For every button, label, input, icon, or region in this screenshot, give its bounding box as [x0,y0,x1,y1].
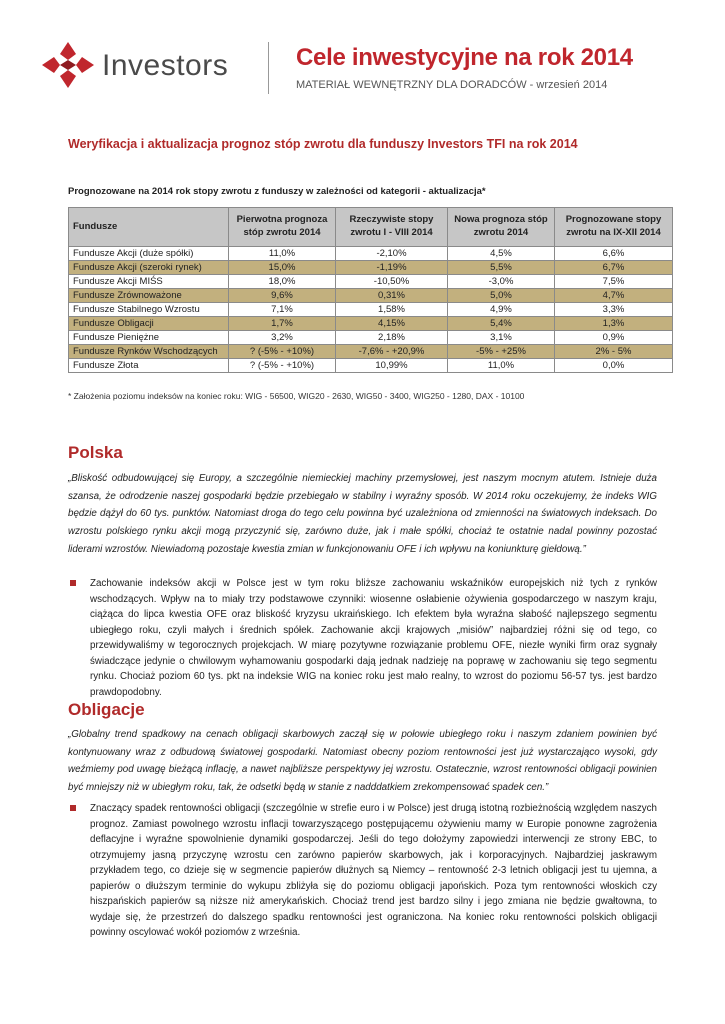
value-cell: 6,7% [555,261,673,275]
obligacje-heading: Obligacje [68,700,145,719]
fund-name-cell: Fundusze Stabilnego Wzrostu [69,303,229,317]
value-cell: 10,99% [336,359,448,373]
value-cell: 2,18% [336,331,448,345]
value-cell: 7,5% [555,275,673,289]
value-cell: -1,19% [336,261,448,275]
header-cell: Rzeczywiste stopy zwrotu I - VIII 2014 [336,208,448,247]
fund-name-cell: Fundusze Akcji (szeroki rynek) [69,261,229,275]
value-cell: 3,2% [229,331,336,345]
table-row [69,275,673,289]
document-title: Cele inwestycyjne na rok 2014 [296,44,633,71]
value-cell: 11,0% [448,359,555,373]
value-cell: -7,6% - +20,9% [336,345,448,359]
table-row [69,359,673,373]
value-cell: 4,15% [336,317,448,331]
section-heading: Weryfikacja i aktualizacja prognoz stóp zwrotu dla funduszy Investors TFI na rok 2014 [68,137,578,151]
value-cell: 5,4% [448,317,555,331]
document-subtitle: MATERIAŁ WEWNĘTRZNY DLA DORADCÓW - wrzesień 2014 [296,79,608,91]
polska-quote: „Bliskość odbudowującej się Europy, a szczególnie niemieckiej machiny przemysłowej, jest naszym mocnym atutem. Istnieje duża szansa, że odrodzenie naszej gospodarki będzie przebiegało w stabilny i wyraźny sposób. W 2014 roku oczekujemy, że indeks WIG będzie dążył do 60 tys. punktów. Natomiast droga do tego celu powinna być uzależniona od zmienności na światowych indeksach. Do wzrostu polskiego rynku akcji mogą przyczynić się, zarówno duże, jak i małe spółki, chociaż te ostatnie nadal powinny pozostać liderami wzrostów. Niewiadomą pozostaje kwestia zmian w funkcjonowaniu OFE i ich wpływu na koniunkturę giełdową.” [68,473,657,555]
value-cell: 7,1% [229,303,336,317]
value-cell: 1,3% [555,317,673,331]
polska-bullet [68,576,657,700]
value-cell: ? (-5% - +10%) [229,359,336,373]
value-cell: 0,9% [555,331,673,345]
investors-logo [40,40,240,90]
value-cell: -3,0% [448,275,555,289]
value-cell: 4,5% [448,247,555,261]
fund-name-cell: Fundusze Pieniężne [69,331,229,345]
bullet-square-icon [70,580,76,586]
logo-text: Investors [102,49,229,82]
value-cell: 9,6% [229,289,336,303]
fund-name-cell: Fundusze Rynków Wschodzących [69,345,229,359]
fund-name-cell: Fundusze Zrównoważone [69,289,229,303]
header-cell: Pierwotna prognoza stóp zwrotu 2014 [229,208,336,247]
value-cell: -5% - +25% [448,345,555,359]
table-row [69,331,673,345]
polska-heading: Polska [68,443,123,462]
investors-star-icon [40,40,96,90]
value-cell: ? (-5% - +10%) [229,345,336,359]
table-row [69,261,673,275]
value-cell: 0,31% [336,289,448,303]
value-cell: 15,0% [229,261,336,275]
header-divider [268,42,269,94]
value-cell: 6,6% [555,247,673,261]
table-row [69,303,673,317]
obligacje-bullet [68,801,657,941]
bullet-square-icon [70,805,76,811]
table-row [69,247,673,261]
table-row [69,289,673,303]
value-cell: 11,0% [229,247,336,261]
obligacje-bullet-text: Znaczący spadek rentowności obligacji (szczególnie w strefie euro i w Polsce) jest drugą istotną rozbieżnością względem naszych prognoz. Zamiast powolnego wzrostu inflacji towarzyszącego postępującemu ożywieniu mamy w Europie ponowne zagrożenia deflacyjne i wyraźne spowolnienie dynamiki gospodarczej. Jeśli do tego dołożymy zapowiedzi interwencji ze strony EBC, to otrzymujemy jasną przyczynę wzrostu cen zarówno papierów skarbowych, jak i korporacyjnych. Najbardziej jaskrawym przykładem tego, co dzieje się w segmencie papierów dłużnych są Niemcy – rentowność 2-3 letnich obligacji jest tu ujemna, a papierów o dłuższym terminie do wykupu zbliżyła się do poziomu obligacji japońskich. Poza tym rentowności włoskich czy hiszpańskich papierów są niższe niż amerykańskich. Chociaż trend jest bardzo silny i jego zmiana nie będzie gwałtowna, to wydaje się, że przestrzeń do dalszego spadku rentowności jest ograniczona. Na koniec roku rentowności polskich obligacji powinny oscylować wokół poziomów z września. [90,803,657,938]
table-row [69,345,673,359]
value-cell: 2% - 5% [555,345,673,359]
value-cell: 5,0% [448,289,555,303]
value-cell: 4,7% [555,289,673,303]
value-cell: 18,0% [229,275,336,289]
value-cell: 0,0% [555,359,673,373]
table-footnote: * Założenia poziomu indeksów na koniec roku: WIG - 56500, WIG20 - 2630, WIG50 - 3400, WIG250 - 1280, DAX - 10100 [68,391,525,401]
value-cell: 5,5% [448,261,555,275]
table-caption: Prognozowane na 2014 rok stopy zwrotu z funduszy w zależności od kategorii - aktualizacja* [68,186,486,197]
table-row [69,317,673,331]
returns-table [68,207,673,373]
header-cell: Fundusze [69,208,229,247]
header-cell: Prognozowane stopy zwrotu na IX-XII 2014 [555,208,673,247]
value-cell: 3,3% [555,303,673,317]
obligacje-quote: „Globalny trend spadkowy na cenach obligacji skarbowych zaczął się w połowie ubiegłego roku i naszym zdaniem powinien być kontynuowany wraz z odbudową światowej gospodarki. Natomiast obecny poziom rentowności jest już wystarczająco wysoki, gdy weźmiemy pod uwagę bieżącą inflację, a nawet najbliższe perspektywy jej wzrostu. Ostatecznie, wzrost rentowności obligacji powinien być mniejszy niż w ubiegłym roku, tak, że odsetki będą w stanie z nadddatkiem zrekompensować spadek cen.” [68,729,657,794]
header-cell: Nowa prognoza stóp zwrotu 2014 [448,208,555,247]
value-cell: -2,10% [336,247,448,261]
value-cell: 1,7% [229,317,336,331]
table-header-row [69,208,673,247]
fund-name-cell: Fundusze Złota [69,359,229,373]
fund-name-cell: Fundusze Akcji MIŚS [69,275,229,289]
fund-name-cell: Fundusze Obligacji [69,317,229,331]
polska-bullet-text: Zachowanie indeksów akcji w Polsce jest w tym roku bliższe zachowaniu wskaźników europejskich niż tych z rynków wschodzących. Wpływ na to miały trzy podstawowe czynniki: wiosenne osłabienie ożywienia gospodarczego w naszym kraju, ciążąca do lipca kwestia OFE oraz bliskość kryzysu ukraińskiego. Ich efektem była wyraźna słabość najlepszego segmentu ubiegłego roku, czyli małych i średnich spółek. Zachowanie akcji krajowych „misiów” najbardziej różni się od tego, co przewidywaliśmy w tegorocznych projekcjach. W miarę pozytywne rozwiązanie problemu OFE, niezłe wyniki firm oraz sygnały świadczące jedynie o chwilowym wyhamowaniu gospodarki dają jednak nadzieję na poprawę w zachowaniu się tego segmentu rynku. Chociaż poziom 60 tys. pkt na indeksie WIG na koniec roku jest mało realny, to wzrost do poziomu 56-57 tys. jest bardzo prawdopodobny. [90,578,657,698]
value-cell: 4,9% [448,303,555,317]
value-cell: -10,50% [336,275,448,289]
value-cell: 3,1% [448,331,555,345]
value-cell: 1,58% [336,303,448,317]
fund-name-cell: Fundusze Akcji (duże spółki) [69,247,229,261]
